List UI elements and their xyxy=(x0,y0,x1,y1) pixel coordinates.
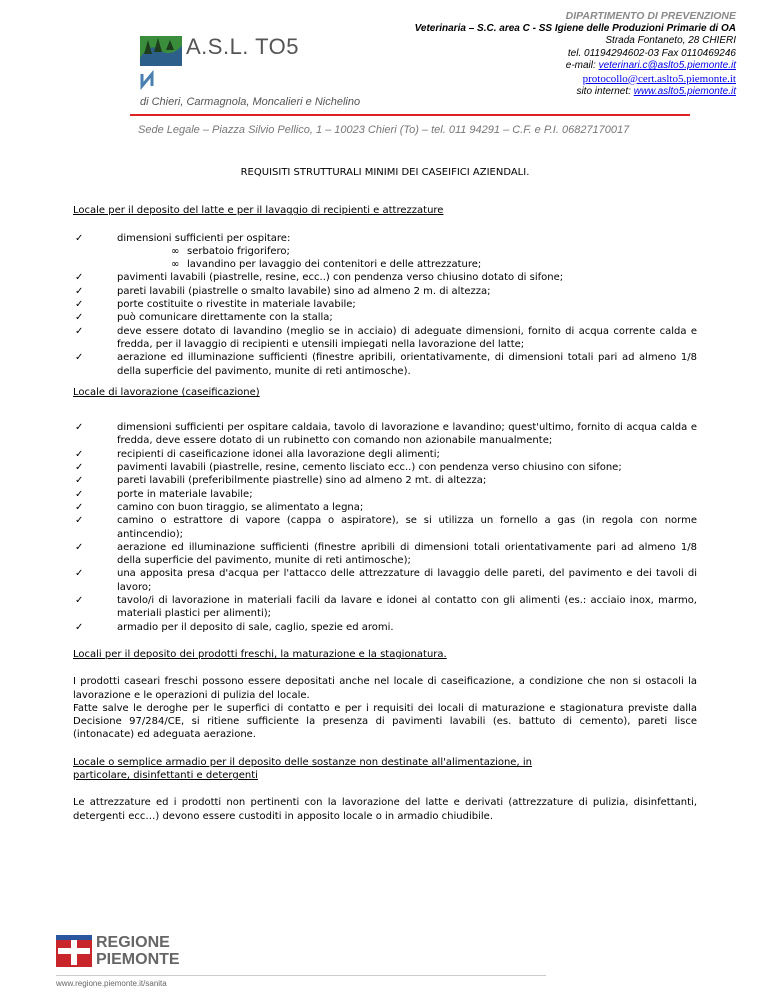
list-item: ✓ camino o estrattore di vapore (cappa o aspiratore), se si utilizza un fornello a gas (in regola con norme antincendio); xyxy=(117,514,697,541)
site-link[interactable]: www.aslto5.piemonte.it xyxy=(633,86,736,97)
sub-list-item: ∞ lavandino per lavaggio dei contenitori e delle attrezzature; xyxy=(187,258,697,271)
document-title: REQUISITI STRUTTURALI MINIMI DEI CASEIFICI AZIENDALI. xyxy=(240,167,530,178)
list-item: ✓ porte in materiale lavabile; xyxy=(117,488,697,501)
unit-name: Veterinaria – S.C. area C - SS Igiene delle Produzioni Primarie di OA xyxy=(414,22,736,34)
address: Strada Fontaneto, 28 CHIERI xyxy=(605,35,736,46)
sub-list-item: ∞ serbatoio frigorifero; xyxy=(187,245,697,258)
section-heading-cont: particolare, disinfettanti e detergenti xyxy=(73,769,258,781)
asl-subtitle: di Chieri, Carmagnola, Moncalieri e Nichelino xyxy=(140,96,361,108)
checklist xyxy=(73,232,697,378)
list-item: ✓ aerazione ed illuminazione sufficienti (finestre apribili, orientativamente, di dimensioni totali pari ad almeno 1/8 della superficie del pavimento, munite di reti antimosche). xyxy=(117,351,697,378)
checklist xyxy=(73,421,697,634)
piemonte-flag-icon xyxy=(56,935,92,967)
list-item: ✓ deve essere dotato di lavandino (meglio se in acciaio) di adeguate dimensioni, fornito di acqua corrente calda e fredda, per il lavaggio di recipienti e utensili impiegati nella lavorazione del latte; xyxy=(117,325,697,352)
paragraph: Le attrezzature ed i prodotti non pertinenti con la lavorazione del latte e derivati (attrezzature di pulizia, disinfettanti, detergenti ecc…) devono essere custoditi in apposito locale o in armadio chiudibile. xyxy=(73,797,697,822)
list-item: ✓ una apposita presa d'acqua per l'attacco delle attrezzature di lavaggio delle pareti, del pavimento e dei tavoli di lavoro; xyxy=(117,567,697,594)
list-item: ✓ tavolo/i di lavorazione in materiali facili da lavare e idonei al contatto con gli alimenti (es.: acciaio inox, marmo, materiali plastici per alimenti); xyxy=(117,594,697,621)
list-item: ✓ dimensioni sufficienti per ospitare caldaia, tavolo di lavorazione e lavandino; quest'ultimo, fornito di acqua calda e fredda, deve essere dotato di un rubinetto con comando non azionabile manualmente; xyxy=(117,421,697,448)
header-contact-block xyxy=(376,10,736,99)
document-body xyxy=(73,166,697,823)
list-item: ✓ pavimenti lavabili (piastrelle, resine, ecc..) con pendenza verso chiusino dotato di sifone; xyxy=(117,271,697,284)
site-line: sito internet: www.aslto5.piemonte.it xyxy=(576,86,736,97)
list-item: ✓ recipienti di caseificazione idonei alla lavorazione degli alimenti; xyxy=(117,448,697,461)
region-line1: REGIONE xyxy=(96,934,170,951)
department-name: DIPARTIMENTO DI PREVENZIONE xyxy=(565,10,736,22)
section-heading: Locale di lavorazione (caseificazione) xyxy=(73,386,260,398)
list-item: ✓ pareti lavabili (piastrelle o smalto lavabile) sino ad almeno 2 m. di altezza; xyxy=(117,285,697,298)
region-line2: PIEMONTE xyxy=(96,951,180,968)
list-item: ✓ pareti lavabili (preferibilmente piastrelle) sino ad almeno 2 mt. di altezza; xyxy=(117,474,697,487)
email-line: e-mail: veterinari.c@aslto5.piemonte.it xyxy=(565,60,736,71)
list-item: ✓ pavimenti lavabili (piastrelle, resine, cemento lisciato ecc..) con pendenza verso chiusino con sifone; xyxy=(117,461,697,474)
paragraph: I prodotti caseari freschi possono essere depositati anche nel locale di caseificazione, a condizione che non si ostacoli la lavorazione e le operazioni di pulizia del locale. xyxy=(73,676,697,701)
header-divider xyxy=(130,114,690,116)
footer-divider xyxy=(56,975,546,976)
section-heading: Locale o semplice armadio per il deposito delle sostanze non destinate all'alimentazione, in xyxy=(73,756,532,768)
list-item: ✓ dimensioni sufficienti per ospitare: ∞ serbatoio frigorifero; ∞ lavandino per lavaggio dei contenitori e delle attrezzature; xyxy=(117,232,697,272)
paragraph: Fatte salve le deroghe per le superfici di contatto e per i requisiti dei locali di maturazione e stagionatura previste dalla Decisione 97/284/CE, si ritiene sufficiente la presenza di pavimenti lavabili (es. battuto di cemento), pareti lisce (intonacate) ed adeguata aerazione. xyxy=(73,702,697,741)
legal-seat: Sede Legale – Piazza Silvio Pellico, 1 – 10023 Chieri (To) – tel. 011 94291 – C.F. e P.I. 06827170017 xyxy=(138,124,630,136)
phone: tel. 01194294602-03 Fax 0110469246 xyxy=(567,47,736,59)
email-link[interactable]: veterinari.c@aslto5.piemonte.it xyxy=(598,60,736,71)
section-heading: Locali per il deposito dei prodotti freschi, la maturazione e la stagionatura. xyxy=(73,648,447,660)
asl-title: A.S.L. TO5 xyxy=(186,34,300,59)
list-item: ✓ camino con buon tiraggio, se alimentato a legna; xyxy=(117,501,697,514)
list-item: ✓ aerazione ed illuminazione sufficienti (finestre apribili di dimensioni totali orientativamente pari ad almeno 1/8 della superficie del pavimento, munite di reti antimosche); xyxy=(117,541,697,568)
list-item: ✓ porte costituite o rivestite in materiale lavabile; xyxy=(117,298,697,311)
pec-link[interactable]: protocollo@cert.aslto5.piemonte.it xyxy=(582,72,736,85)
section-heading: Locale per il deposito del latte e per il lavaggio di recipienti e attrezzature xyxy=(73,205,444,217)
list-item: ✓ armadio per il deposito di sale, caglio, spezie ed aromi. xyxy=(117,621,697,634)
list-item: ✓ può comunicare direttamente con la stalla; xyxy=(117,311,697,324)
sub-list xyxy=(117,245,697,272)
region-url[interactable]: www.regione.piemonte.it/sanita xyxy=(56,979,167,988)
